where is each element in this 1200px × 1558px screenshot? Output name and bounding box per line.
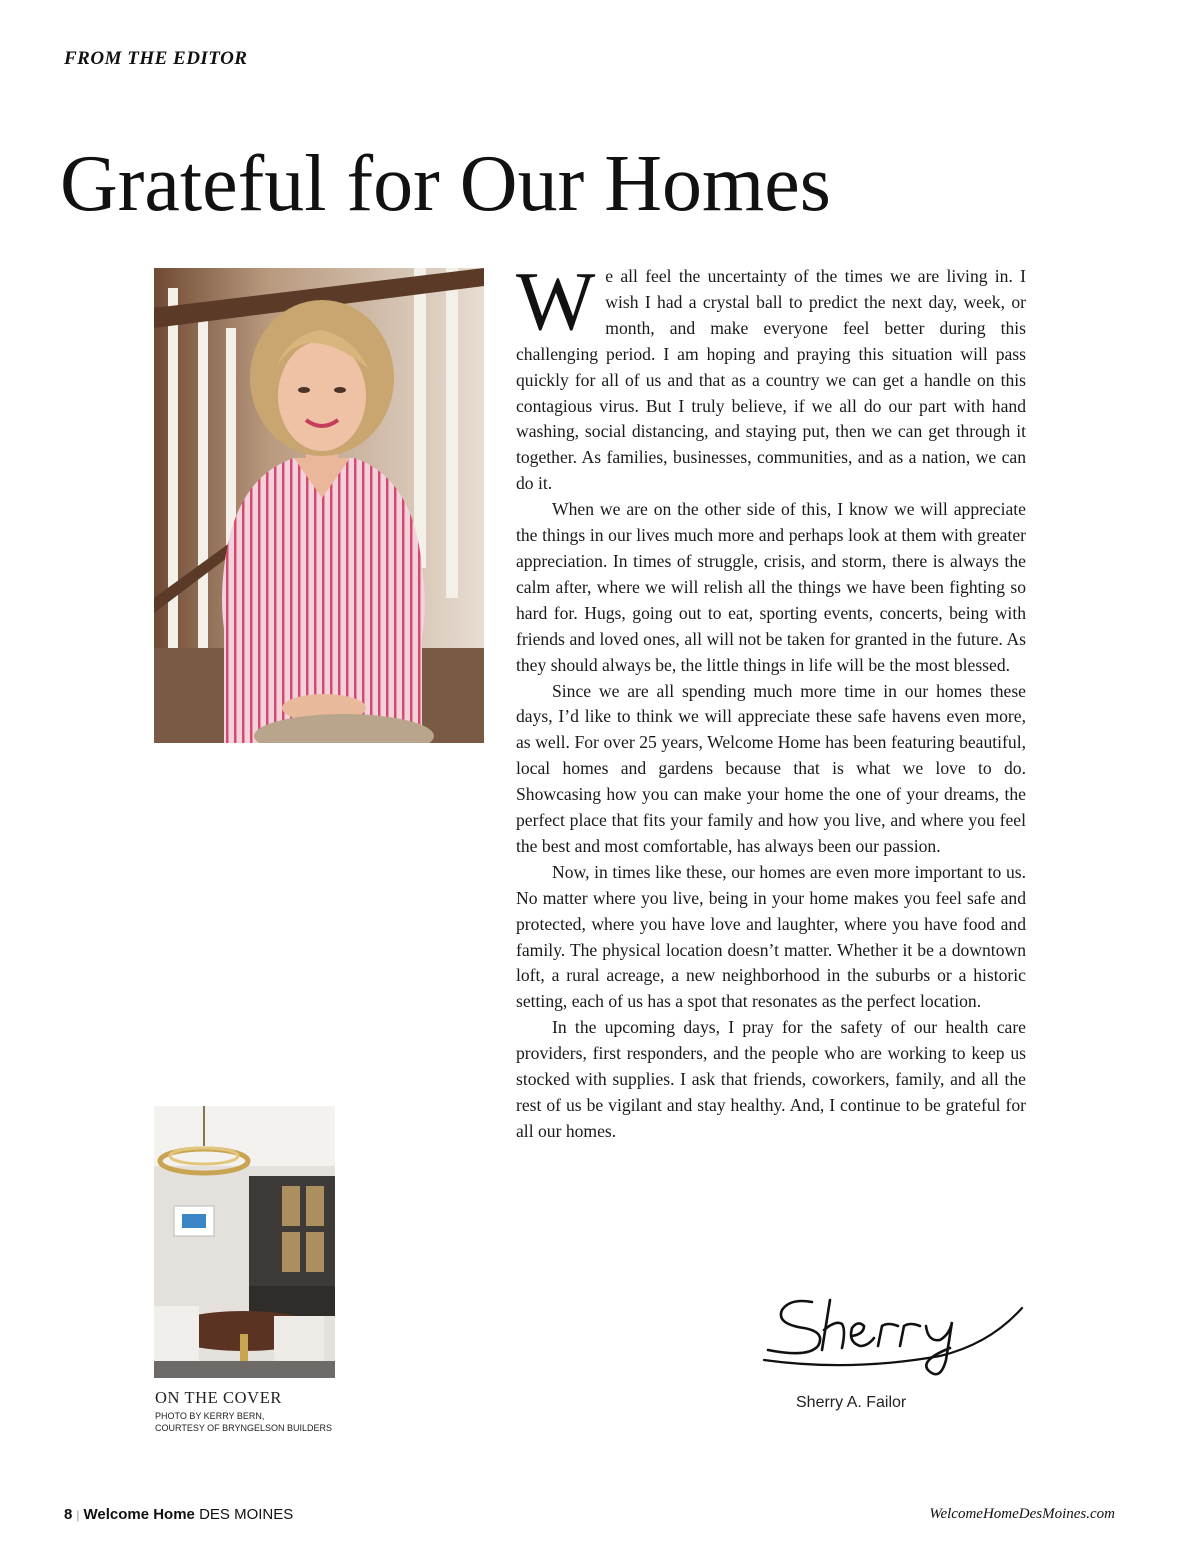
article-paragraph-2: When we are on the other side of this, I know we will appreciate the things in our lives much more and perhaps look at them with greater appreciation. In times of struggle, crisis, and storm, there is always the calm after, where we will relish all the things we have been fighting so hard for. Hugs, going out to eat, sporting events, concerts, being with friends and loved ones, all will not be taken for granted in the future. As they should always be, the little things in life will be the most blessed.: [516, 499, 1026, 675]
footer-brand: Welcome Home: [83, 1506, 195, 1523]
article-title: Grateful for Our Homes: [60, 140, 831, 228]
footer-publication: [64, 1506, 293, 1523]
cover-heading: ON THE COVER: [155, 1388, 282, 1407]
page-number: 8: [64, 1506, 73, 1523]
section-label: FROM THE EDITOR: [64, 48, 248, 69]
cover-credit-line-2: COURTESY OF BRYNGELSON BUILDERS: [155, 1422, 333, 1433]
article-paragraph-5: In the upcoming days, I pray for the safety of our health care providers, first responders, and the people who are working to keep us stocked with supplies. I ask that friends, coworkers, family, and all the rest of us be vigilant and stay healthy. And, I continue to be grateful for all our homes.: [516, 1017, 1026, 1141]
cover-credit-line-1: PHOTO BY KERRY BERN,: [155, 1411, 265, 1421]
handwritten-signature: [760, 1290, 1030, 1385]
article-body: [516, 255, 1026, 1145]
article-paragraph-1: We all feel the uncertainty of the times we are living in. I wish I had a crystal ball to predict the next day, week, or month, and make everyone feel better during this challenging period. I am hoping and praying this situation will pass quickly for all of us and that as a country we can get a handle on this contagious virus. But I truly believe, if we all do our part with hand washing, social distancing, and staying put, then we can get through it together. As families, businesses, communities, and as a nation, we can do it.: [516, 255, 1026, 494]
cover-credit: [155, 1411, 332, 1434]
article-paragraph-3: Since we are all spending much more time in our homes these days, I’d like to think we will appreciate these safe havens even more, as well. For over 25 years, Welcome Home has been featuring beautiful, local homes and gardens because that is what we love to do. Showcasing how you can make your home the one of your dreams, the perfect place that fits your family and how you live, and where you feel the best and most comfortable, has always been our passion.: [516, 680, 1026, 856]
drop-cap: W: [516, 255, 596, 348]
footer-website: WelcomeHomeDesMoines.com: [929, 1506, 1115, 1522]
article-paragraph-4: Now, in times like these, our homes are even more important to us. No matter where you live, being in your home makes you feel safe and protected, where you have love and laughter, where you have food and family. The physical location doesn’t matter. Whether it be a downtown loft, a rural acreage, a new neighborhood in the suburbs or a historic setting, each of us has a spot that resonates as the perfect location.: [516, 861, 1026, 1012]
footer-separator: |: [76, 1508, 80, 1522]
editor-portrait: [154, 268, 484, 743]
signer-name: Sherry A. Failor: [796, 1394, 907, 1411]
cover-photo: [154, 1106, 335, 1378]
footer-city: DES MOINES: [199, 1506, 294, 1523]
